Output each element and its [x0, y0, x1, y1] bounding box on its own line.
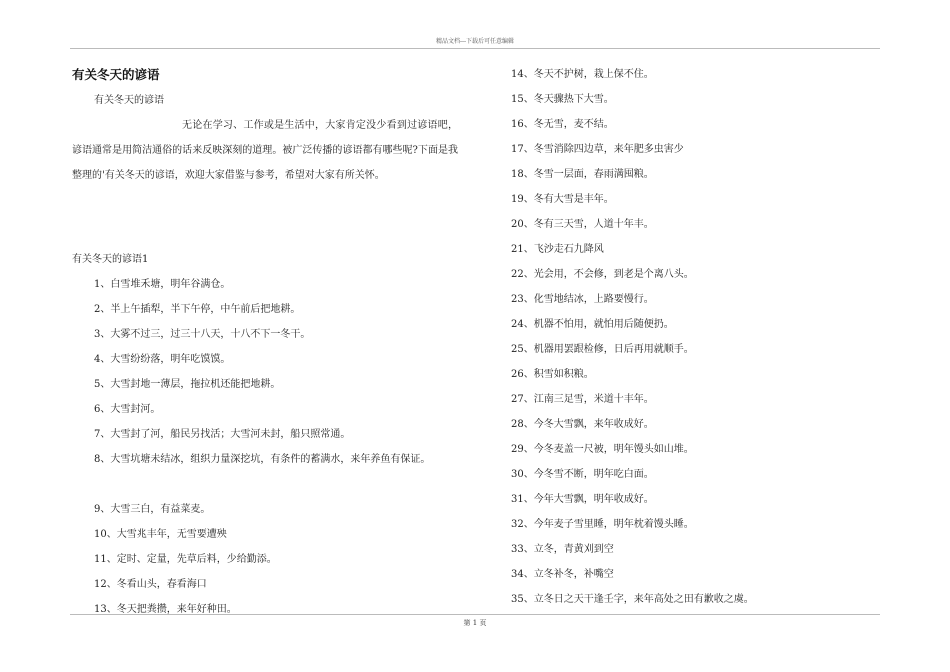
footer-divider	[70, 614, 880, 615]
list-item: 1、白雪堆禾塘，明年谷满仓。	[94, 279, 231, 290]
list-item: 34、立冬补冬，补嘴空	[511, 569, 614, 580]
right-column	[511, 62, 891, 612]
list-item: 28、今冬大雪飘，来年收成好。	[511, 419, 654, 430]
intro-paragraph: 无论在学习、工作或是生活中，大家肯定没少看到过谚语吧，谚语通常是用简洁通俗的话来反映深刻的道理。被广泛传播的谚语都有哪些呢?下面是我整理的'有关冬天的谚语，欢迎大家借鉴与参考，希望对大家有所关怀。	[72, 120, 458, 181]
list-item: 35、立冬日之天干逢壬字，来年高处之田有歉收之虞。	[511, 594, 754, 605]
list-item: 10、大雪兆丰年，无雪要遭殃	[94, 529, 227, 540]
list-item: 11、定时、定量，先草后料，少给勤添。	[94, 554, 277, 565]
list-item: 6、大雪封河。	[94, 404, 161, 415]
list-item: 3、大雾不过三，过三十八天，十八不下一冬干。	[94, 329, 311, 340]
list-item: 32、今年麦子雪里睡，明年枕着馒头睡。	[511, 519, 694, 530]
document-title: 有关冬天的谚语	[72, 67, 160, 82]
document-subtitle: 有关冬天的谚语	[94, 95, 164, 106]
list-item: 18、冬雪一层面，春雨满囤粮。	[511, 169, 654, 180]
list-item: 27、江南三足雪，米道十丰年。	[511, 394, 654, 405]
list-item: 13、冬天把粪攒，来年好种田。	[94, 604, 237, 615]
page-number: 第 1 页	[463, 619, 487, 627]
list-item: 21、飞沙走石九降风	[511, 244, 604, 255]
proverb-list-right	[511, 62, 891, 612]
list-item: 16、冬无雪，麦不结。	[511, 119, 614, 130]
list-item: 22、光会用，不会修，到老是个离八头。	[511, 269, 694, 280]
list-item: 31、今年大雪飘，明年收成好。	[511, 494, 654, 505]
proverb-list-left	[72, 272, 472, 622]
list-item: 19、冬有大雪是丰年。	[511, 194, 614, 205]
list-item: 29、今冬麦盖一尺被，明年馒头如山堆。	[511, 444, 694, 455]
list-item: 2、半上午插犁，半下午停，中午前后把地耕。	[94, 304, 301, 315]
list-item: 12、冬看山头，春看海口	[94, 579, 207, 590]
list-item: 7、大雪封了河，船民另找活；大雪河未封，船只照常通。	[94, 429, 351, 440]
list-item: 33、立冬，青黄刈到空	[511, 544, 614, 555]
list-item: 23、化雪地结冰，上路要慢行。	[511, 294, 654, 305]
list-item: 25、机器用罢跟检修，日后再用就顺手。	[511, 344, 694, 355]
list-item: 8、大雪坑塘未结冰，组织力量深挖坑，有条件的蓄满水，来年养鱼有保证。	[94, 454, 431, 465]
header-note: 精品文档---下载后可任意编辑	[435, 38, 515, 45]
list-item: 5、大雪封地一薄层，拖拉机还能把地耕。	[94, 379, 281, 390]
list-item: 26、积雪如积粮。	[511, 369, 594, 380]
list-item: 9、大雪三白，有益菜麦。	[94, 504, 211, 515]
list-item: 14、冬天不护树，栽上保不住。	[511, 69, 654, 80]
section-heading: 有关冬天的谚语1	[72, 254, 149, 265]
list-item: 17、冬雪消除四边草，来年肥多虫害少	[511, 144, 684, 155]
list-item: 15、冬天骤热下大雪。	[511, 94, 614, 105]
list-item: 30、今冬雪不断，明年吃白面。	[511, 469, 654, 480]
left-column	[72, 62, 472, 622]
header-divider	[70, 48, 880, 49]
list-item: 24、机器不怕用，就怕用后随便扔。	[511, 319, 674, 330]
list-item: 20、冬有三天雪，人道十年丰。	[511, 219, 654, 230]
list-item: 4、大雪纷纷落，明年吃馍馍。	[94, 354, 231, 365]
